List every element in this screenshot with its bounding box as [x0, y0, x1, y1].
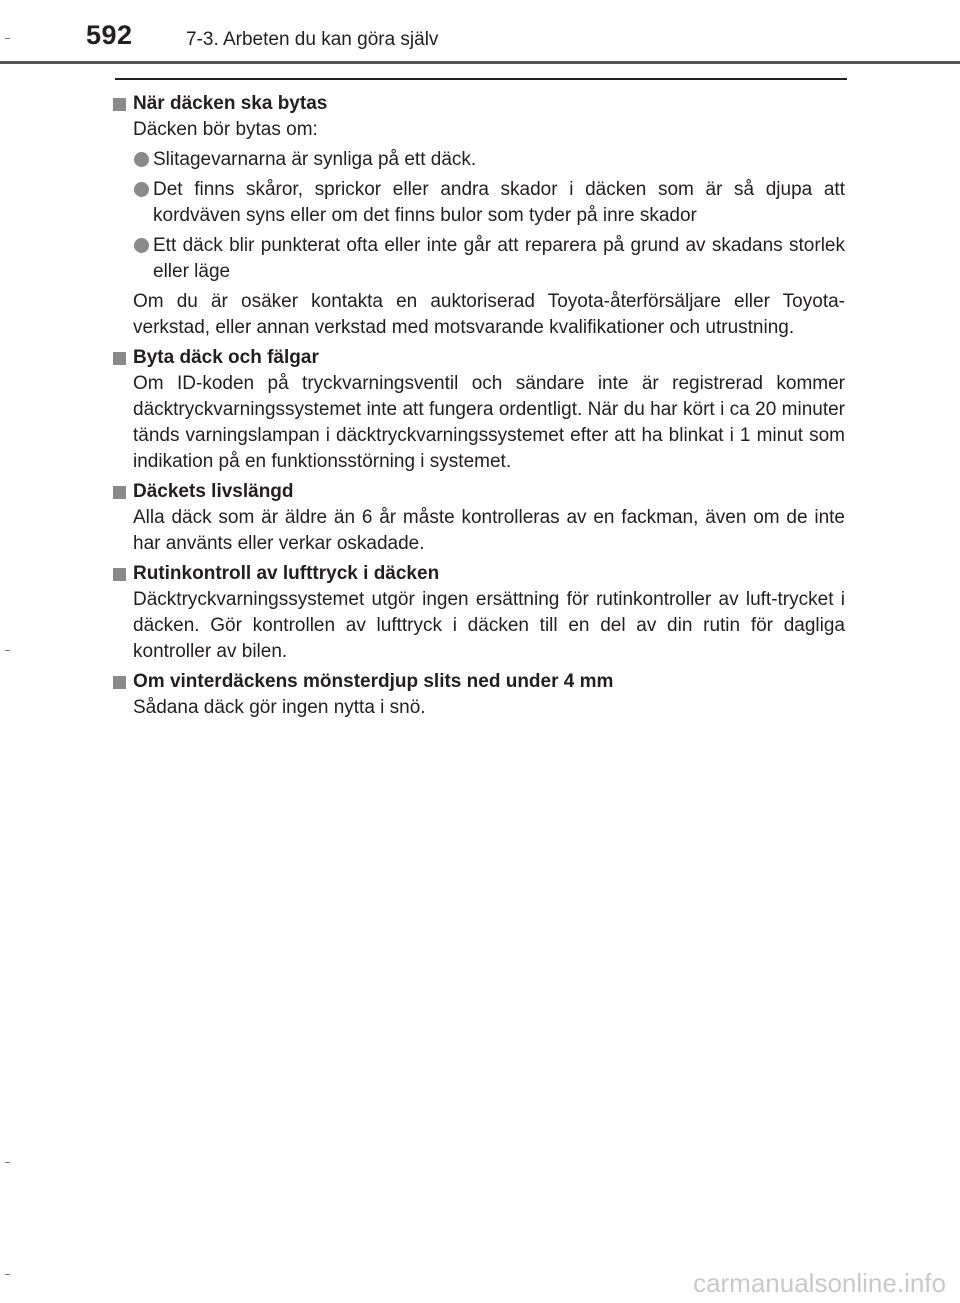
section-heading	[113, 479, 845, 505]
heading-text: Byta däck och fälgar	[133, 347, 319, 368]
list-item-text: Slitagevarnarna är synliga på ett däck.	[153, 149, 477, 170]
list-item-text: Det finns skåror, sprickor eller andra skador i däcken som är så djupa att kordväven syns eller om det finns bulor som tyder på inre skador	[153, 179, 845, 226]
circle-bullet-icon	[134, 182, 149, 197]
paragraph: Däcktryckvarningssystemet utgör ingen ersättning för rutinkontroller av luft-trycket i däcken. Gör kontrollen av lufttryck i däcken till en del av din rutin för dagliga kontroller av bilen.	[133, 589, 845, 662]
square-bullet-icon	[113, 352, 126, 365]
list-item-text: Ett däck blir punkterat ofta eller inte går att reparera på grund av skadans storlek eller läge	[153, 235, 845, 282]
list-item	[133, 233, 845, 285]
heading-text: Däckets livslängd	[133, 481, 294, 502]
page-number: 592	[86, 20, 133, 50]
paragraph: Om ID-koden på tryckvarningsventil och sändare inte är registrerad kommer däcktryckvarningssystemet inte att fungera ordentligt. När du har kört i ca 20 minuter tänds varningslampan i däcktryckvarningssystemet efter att ha blinkat i 1 minut som indikation på en funktionsstörning i systemet.	[133, 373, 845, 472]
paragraph: Sådana däck gör ingen nytta i snö.	[133, 697, 426, 718]
paragraph: Däcken bör bytas om:	[133, 119, 318, 140]
page-content	[113, 89, 845, 725]
section-rule	[115, 78, 847, 80]
square-bullet-icon	[113, 676, 126, 689]
crop-mark-bottom	[5, 1274, 10, 1275]
chapter-title: 7-3. Arbeten du kan göra själv	[186, 29, 439, 50]
watermark-text: carmanualsonline.info	[693, 1268, 946, 1298]
circle-bullet-icon	[134, 152, 149, 167]
crop-mark-top	[5, 38, 10, 39]
circle-bullet-icon	[134, 238, 149, 253]
crop-mark-middle	[5, 650, 10, 651]
square-bullet-icon	[113, 98, 126, 111]
square-bullet-icon	[113, 486, 126, 499]
section-heading	[113, 561, 845, 587]
header-rule	[0, 61, 960, 64]
crop-mark-lower	[5, 1162, 10, 1163]
section-heading	[113, 91, 845, 117]
heading-text: Rutinkontroll av lufttryck i däcken	[133, 563, 440, 584]
paragraph: Om du är osäker kontakta en auktoriserad Toyota-återförsäljare eller Toyota-verkstad, eller annan verkstad med motsvarande kvalifikationer och utrustning.	[133, 291, 845, 338]
section-heading	[113, 345, 845, 371]
section-heading	[113, 669, 845, 695]
list-item	[133, 147, 845, 173]
list-item	[133, 177, 845, 229]
paragraph: Alla däck som är äldre än 6 år måste kontrolleras av en fackman, även om de inte har använts eller verkar oskadade.	[133, 507, 845, 554]
square-bullet-icon	[113, 568, 126, 581]
heading-text: Om vinterdäckens mönsterdjup slits ned under 4 mm	[133, 671, 614, 692]
heading-text: När däcken ska bytas	[133, 93, 328, 114]
